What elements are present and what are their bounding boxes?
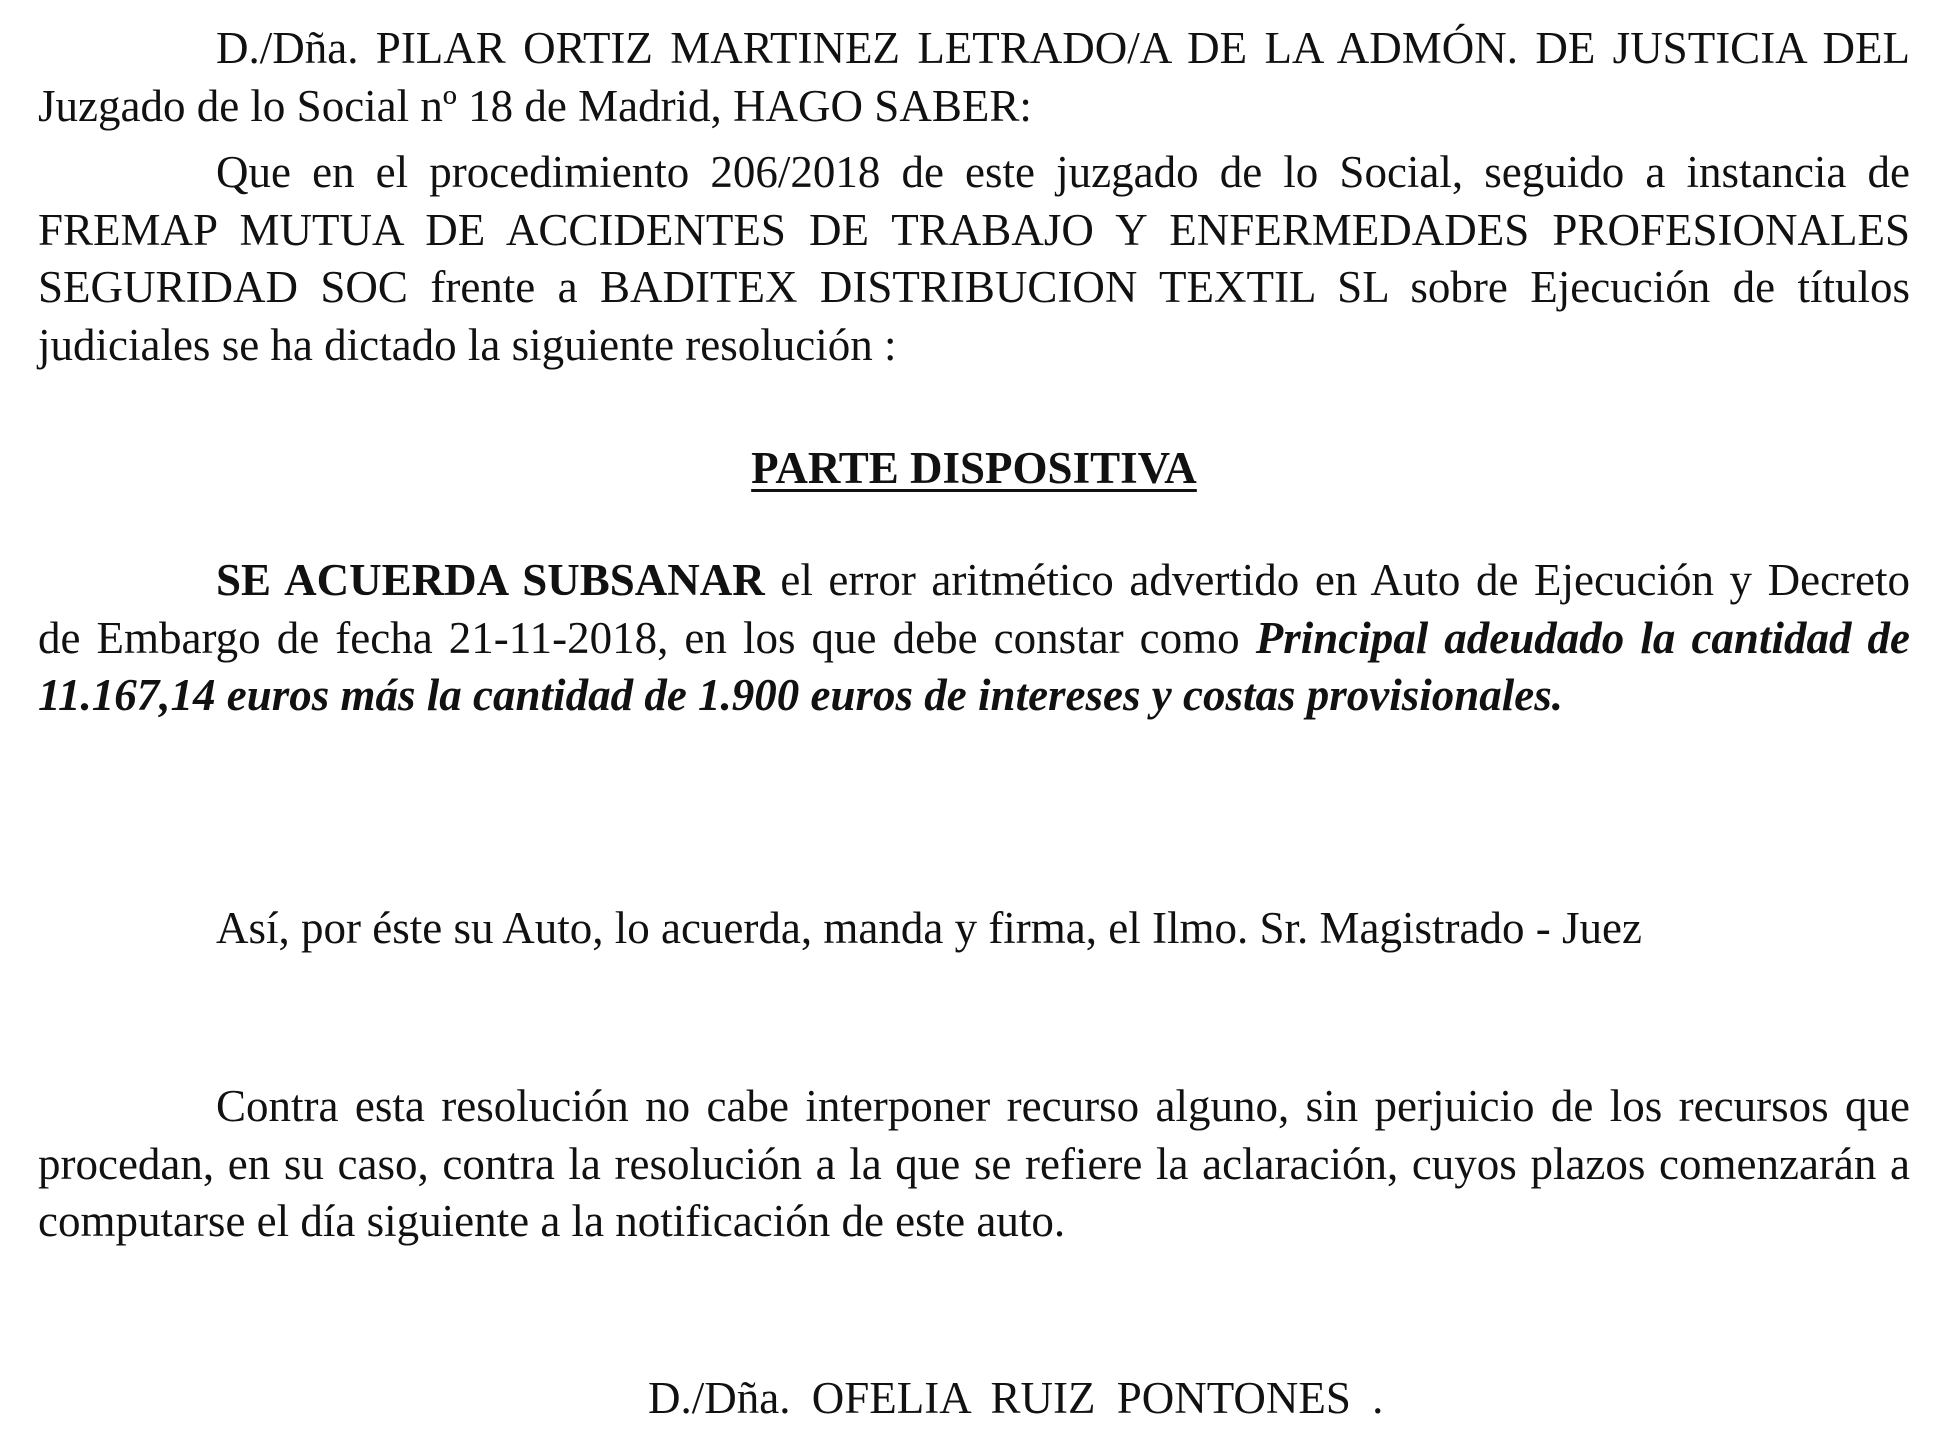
signature-line: Así, por éste su Auto, lo acuerda, manda y firma, el Ilmo. Sr. Magistrado - Juez — [216, 903, 1642, 953]
intro-paragraph: D./Dña. PILAR ORTIZ MARTINEZ LETRADO/A DE LA ADMÓN. DE JUSTICIA DEL Juzgado de lo Social nº 18 de Madrid, HAGO SABER: — [38, 23, 1910, 131]
resolution-emphasis: Principal adeudado la cantidad de 11.167,14 euros más la cantidad de 1.900 euros de intereses y costas provisionales. — [38, 612, 1910, 721]
procedure-paragraph: Que en el procedimiento 206/2018 de este juzgado de lo Social, seguido a instancia de FREMAP MUTUA DE ACCIDENTES DE TRABAJO Y ENFERMEDADES PROFESIONALES SEGURIDAD SOC frente a BADITEX DISTRIBUCION TEXTIL SL sobre Ejecución de títulos judiciales se ha dictado la siguiente resolución : — [38, 147, 1910, 370]
resolution-lead: SE ACUERDA SUBSANAR — [216, 555, 765, 605]
section-heading: PARTE DISPOSITIVA — [751, 443, 1197, 493]
resolution-paragraph — [38, 552, 1910, 725]
resolution-body: el error aritmético advertido en Auto de Ejecución y Decreto de Embargo de fecha 21-11-2018, en los que debe constar como — [38, 555, 1910, 663]
signer-name: D./Dña. OFELIA RUIZ PONTONES . — [648, 1373, 1384, 1423]
appeal-paragraph: Contra esta resolución no cabe interponer recurso alguno, sin perjuicio de los recursos que procedan, en su caso, contra la resolución a la que se refiere la aclaración, cuyos plazos comenzarán a computarse el día siguiente a la notificación de este auto. — [38, 1081, 1910, 1247]
